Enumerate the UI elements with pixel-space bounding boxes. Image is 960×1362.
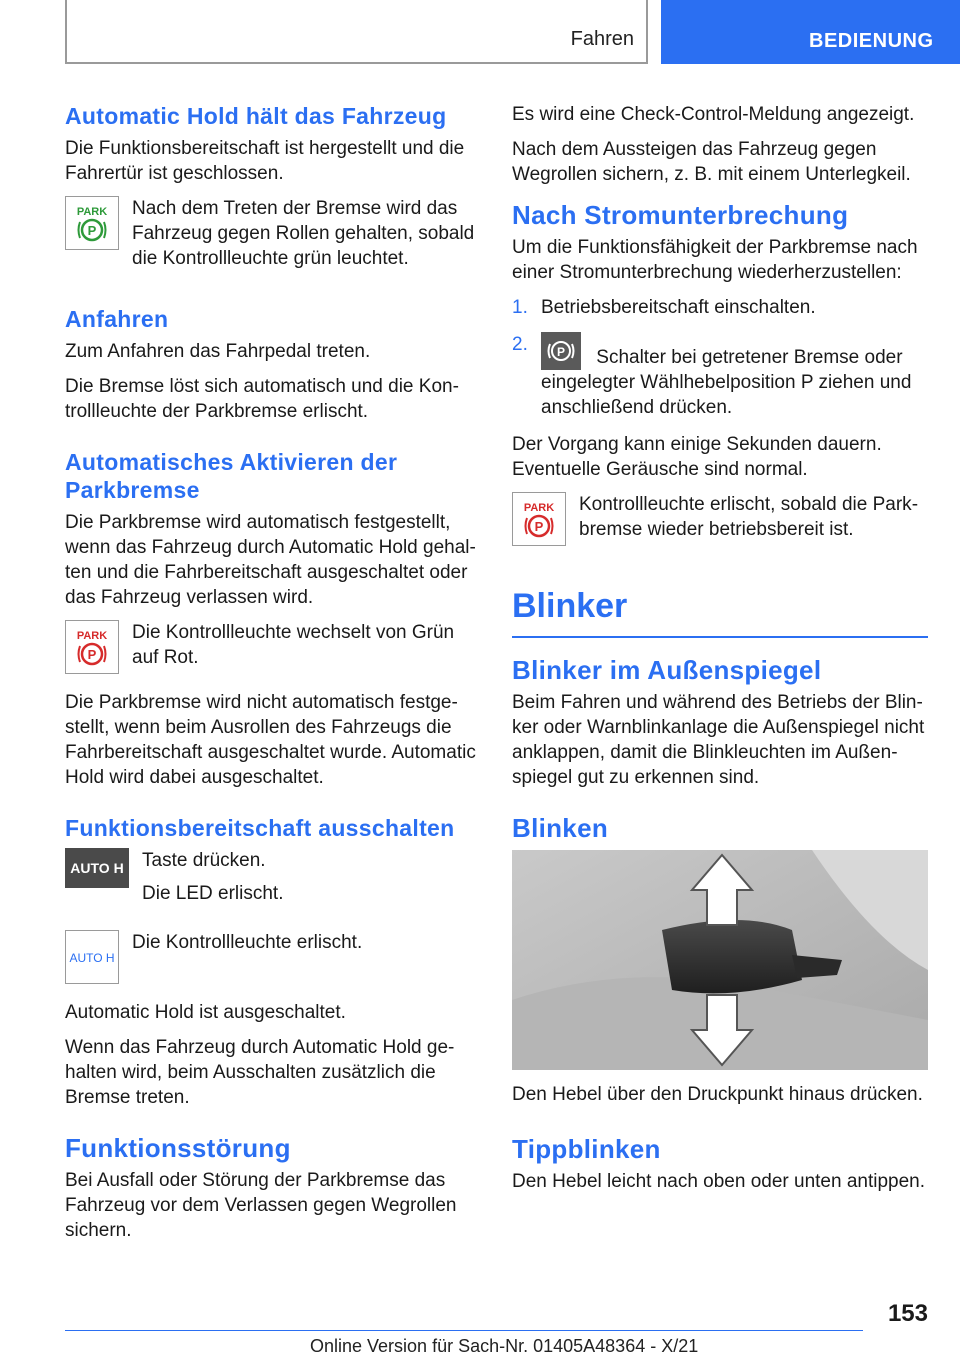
- heading-automatisches-aktivieren: Automatisches Aktivieren der Parkbremse: [65, 449, 398, 503]
- heading-tippblinken: Tippblinken: [512, 1134, 661, 1164]
- autoh-text-a: Taste drücken.: [142, 850, 266, 871]
- heading-blinken: Blinken: [512, 813, 609, 843]
- park-label: PARK: [523, 502, 555, 514]
- icon-note-text: Die Kontrollleuchte erlischt.: [132, 932, 363, 953]
- turn-signal-lever-image: [512, 850, 928, 1070]
- page-number: 153: [887, 1300, 928, 1327]
- section-tab[interactable]: BEDIENUNG: [661, 0, 960, 64]
- park-brake-red-icon: [512, 492, 566, 546]
- paragraph-check-control: Es wird eine Check-Control-Meldung angezeigt.: [512, 104, 915, 125]
- list-item: [512, 295, 928, 320]
- paragraph-auto-aktiv: Die Parkbremse wird automatisch festgestellt, wenn das Fahrzeug durch Automatic Hold gehalten und die Fahrbereitschaft ausgeschaltet oder das Fahrzeug verlassen wird.: [65, 512, 476, 608]
- paragraph-aussteigen: Nach dem Aussteigen das Fahrzeug gegen Wegrollen sichern, z. B. mit einem Unterlegkeil.: [512, 139, 911, 185]
- icon-note-park-green: [65, 196, 483, 271]
- icon-note-text: Kontrollleuchte erlischt, sobald die Parkbremse wieder betriebsbereit ist.: [579, 494, 919, 540]
- heading-ausschalten: Funktionsbereitschaft ausschalten: [65, 815, 455, 841]
- park-label: PARK: [76, 206, 108, 218]
- park-symbol: P: [534, 519, 544, 534]
- heading-stromunterbrechung: Nach Stromunterbrechung: [512, 200, 849, 230]
- paragraph-stoerung: Bei Ausfall oder Störung der Parkbremse das Fahrzeug vor dem Verlassen gegen Wegrollen sichern.: [65, 1170, 457, 1241]
- icon-note-text: Die Kontrollleuchte wechselt von Grün auf Rot.: [132, 622, 455, 668]
- autoh-label: AUTO H: [70, 860, 124, 876]
- paragraph-aus-1: Automatic Hold ist ausgeschaltet.: [65, 1002, 346, 1023]
- icon-note-text: Nach dem Treten der Bremse wird das Fahrzeug gegen Rollen gehalten, sobald die Kontrollleuchte grün leuchtet.: [132, 198, 475, 269]
- paragraph-anfahren-1: Zum Anfahren das Fahrpedal treten.: [65, 341, 371, 362]
- heading-funktionsstoerung: Funktionsstörung: [65, 1133, 291, 1163]
- footer-divider: [65, 1330, 863, 1331]
- auto-hold-indicator-icon: [65, 930, 119, 984]
- icon-note-park-red-2: [512, 492, 928, 546]
- heading-anfahren: Anfahren: [65, 306, 169, 332]
- park-brake-green-icon: [65, 196, 119, 250]
- paragraph-tipp: Den Hebel leicht nach oben oder unten antippen.: [512, 1171, 926, 1192]
- header-chapter-box: [65, 0, 648, 64]
- park-label: PARK: [76, 630, 108, 642]
- left-column: [65, 102, 483, 1253]
- park-symbol: P: [556, 345, 566, 359]
- parking-brake-switch-icon: [541, 332, 581, 370]
- park-symbol: P: [87, 223, 97, 238]
- icon-note-text: [142, 848, 483, 914]
- step-text: Betriebsbereitschaft einschalten.: [541, 297, 816, 318]
- footer-version-text: Online Version für Sach-Nr. 01405A48364 - X/21: [310, 1336, 699, 1356]
- autoh-text-b: Die LED erlischt.: [142, 883, 284, 904]
- list-item: [512, 332, 928, 420]
- icon-note-autoh-light: [65, 930, 483, 984]
- paragraph-nicht-automatisch: Die Parkbremse wird nicht automatisch festgestellt, wenn beim Ausrollen des Fahrzeugs die Fahrbereitschaft ausgeschaltet wurde. Automatic Hold wird dabei ausgeschaltet.: [65, 692, 476, 788]
- paragraph-autohold: Die Funktionsbereitschaft ist hergestellt und die Fahrertür ist geschlossen.: [65, 138, 465, 184]
- right-column: [512, 102, 928, 1204]
- auto-hold-button-icon: [65, 848, 129, 888]
- step-number: 2.: [512, 334, 528, 355]
- step-number: 1.: [512, 297, 528, 318]
- icon-note-park-red: [65, 620, 483, 674]
- paragraph-strom: Um die Funktionsfähigkeit der Parkbremse nach einer Stromunterbrechung wiederherzustellen:: [512, 237, 918, 283]
- icon-note-autoh-button: [65, 848, 483, 914]
- paragraph-hebel: Den Hebel über den Druckpunkt hinaus drücken.: [512, 1084, 923, 1105]
- chapter-heading-blinker: Blinker: [512, 586, 928, 638]
- steps-list: [512, 295, 928, 420]
- paragraph-anfahren-2: Die Bremse löst sich automatisch und die Kontrollleuchte der Parkbremse erlischt.: [65, 376, 459, 422]
- paragraph-aus-2: Wenn das Fahrzeug durch Automatic Hold gehalten wird, beim Ausschalten zusätzlich die Bremse treten.: [65, 1037, 455, 1108]
- step-body: [541, 332, 928, 420]
- park-brake-red-icon: [65, 620, 119, 674]
- heading-blinker-spiegel: Blinker im Außenspiegel: [512, 655, 822, 685]
- paragraph-blinker-spiegel: Beim Fahren und während des Betriebs der Blinker oder Warnblinkanlage die Außenspiegel nicht anklappen, damit die Blinkleuchten im Außenspiegel gut zu erkennen sind.: [512, 692, 925, 788]
- paragraph-dauer: Der Vorgang kann einige Sekunden dauern. Eventuelle Geräusche sind normal.: [512, 434, 882, 480]
- autoh-label: AUTO H: [69, 951, 115, 965]
- chapter-title: Fahren: [570, 28, 634, 50]
- heading-automatic-hold: Automatic Hold hält das Fahrzeug: [65, 103, 447, 129]
- park-symbol: P: [87, 647, 97, 662]
- step-text: Schalter bei getretener Bremse oder eingelegter Wählhebelposition P ziehen und anschließend drücken.: [541, 347, 912, 418]
